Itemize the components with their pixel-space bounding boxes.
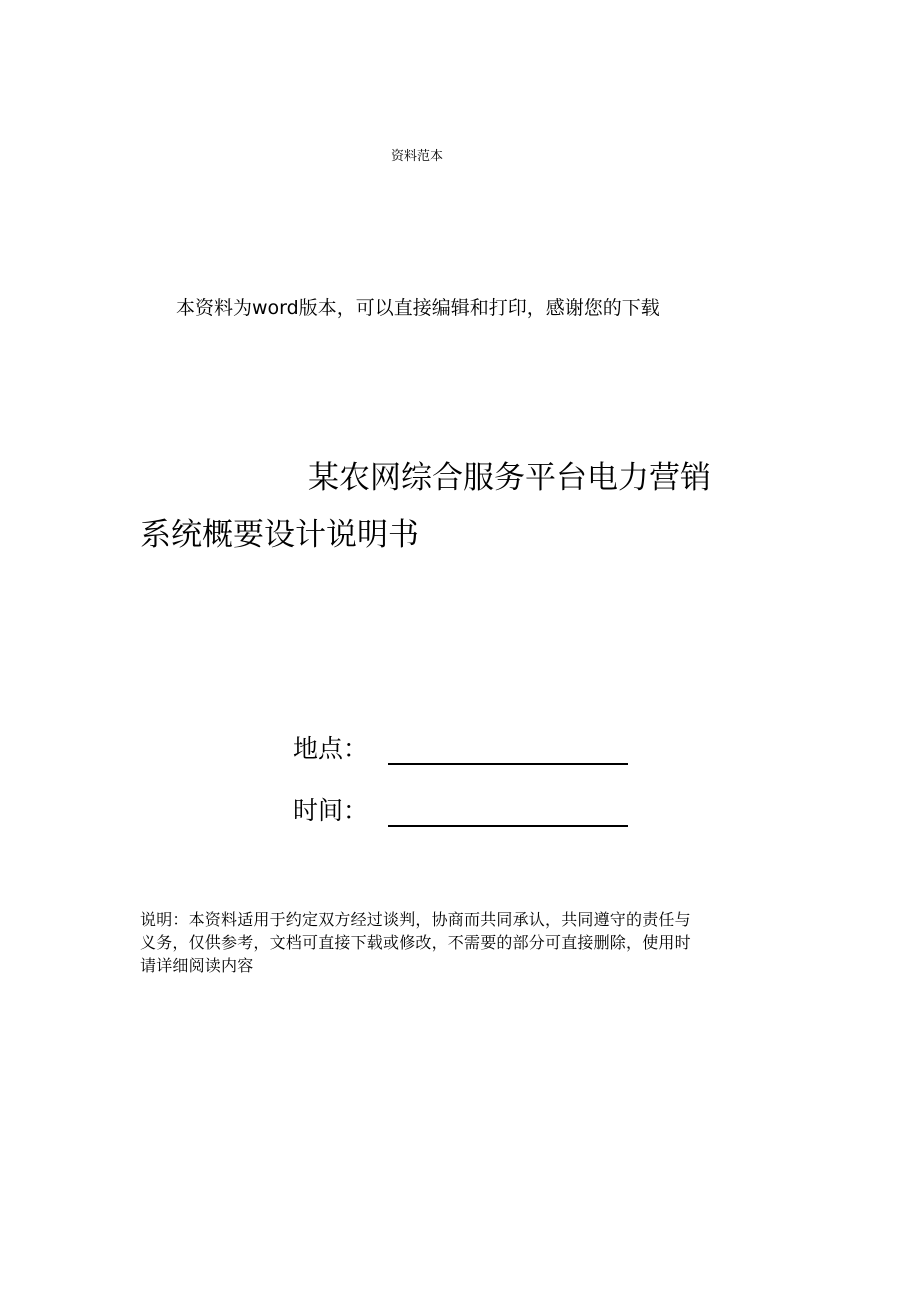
time-blank-line	[388, 800, 628, 827]
description-line-3: 请详细阅读内容	[140, 956, 254, 975]
location-field	[293, 733, 628, 765]
description-line-2: 义务，仅供参考，文档可直接下载或修改，不需要的部分可直接删除，使用时	[140, 933, 691, 952]
word-version-notice: 本资料为word版本，可以直接编辑和打印，感谢您的下载	[176, 297, 660, 319]
location-label: 地点：	[293, 734, 369, 763]
description-line-1: 说明：本资料适用于约定双方经过谈判，协商而共同承认，共同遵守的责任与	[140, 910, 691, 929]
usage-description	[140, 908, 780, 977]
document-title-line-2: 系统概要设计说明书	[140, 517, 419, 553]
time-label: 时间：	[293, 796, 369, 825]
document-header-label: 资料范本	[391, 149, 444, 164]
location-blank-line	[388, 738, 628, 765]
time-field	[293, 795, 628, 827]
document-title-line-1: 某农网综合服务平台电力营销	[308, 460, 711, 496]
